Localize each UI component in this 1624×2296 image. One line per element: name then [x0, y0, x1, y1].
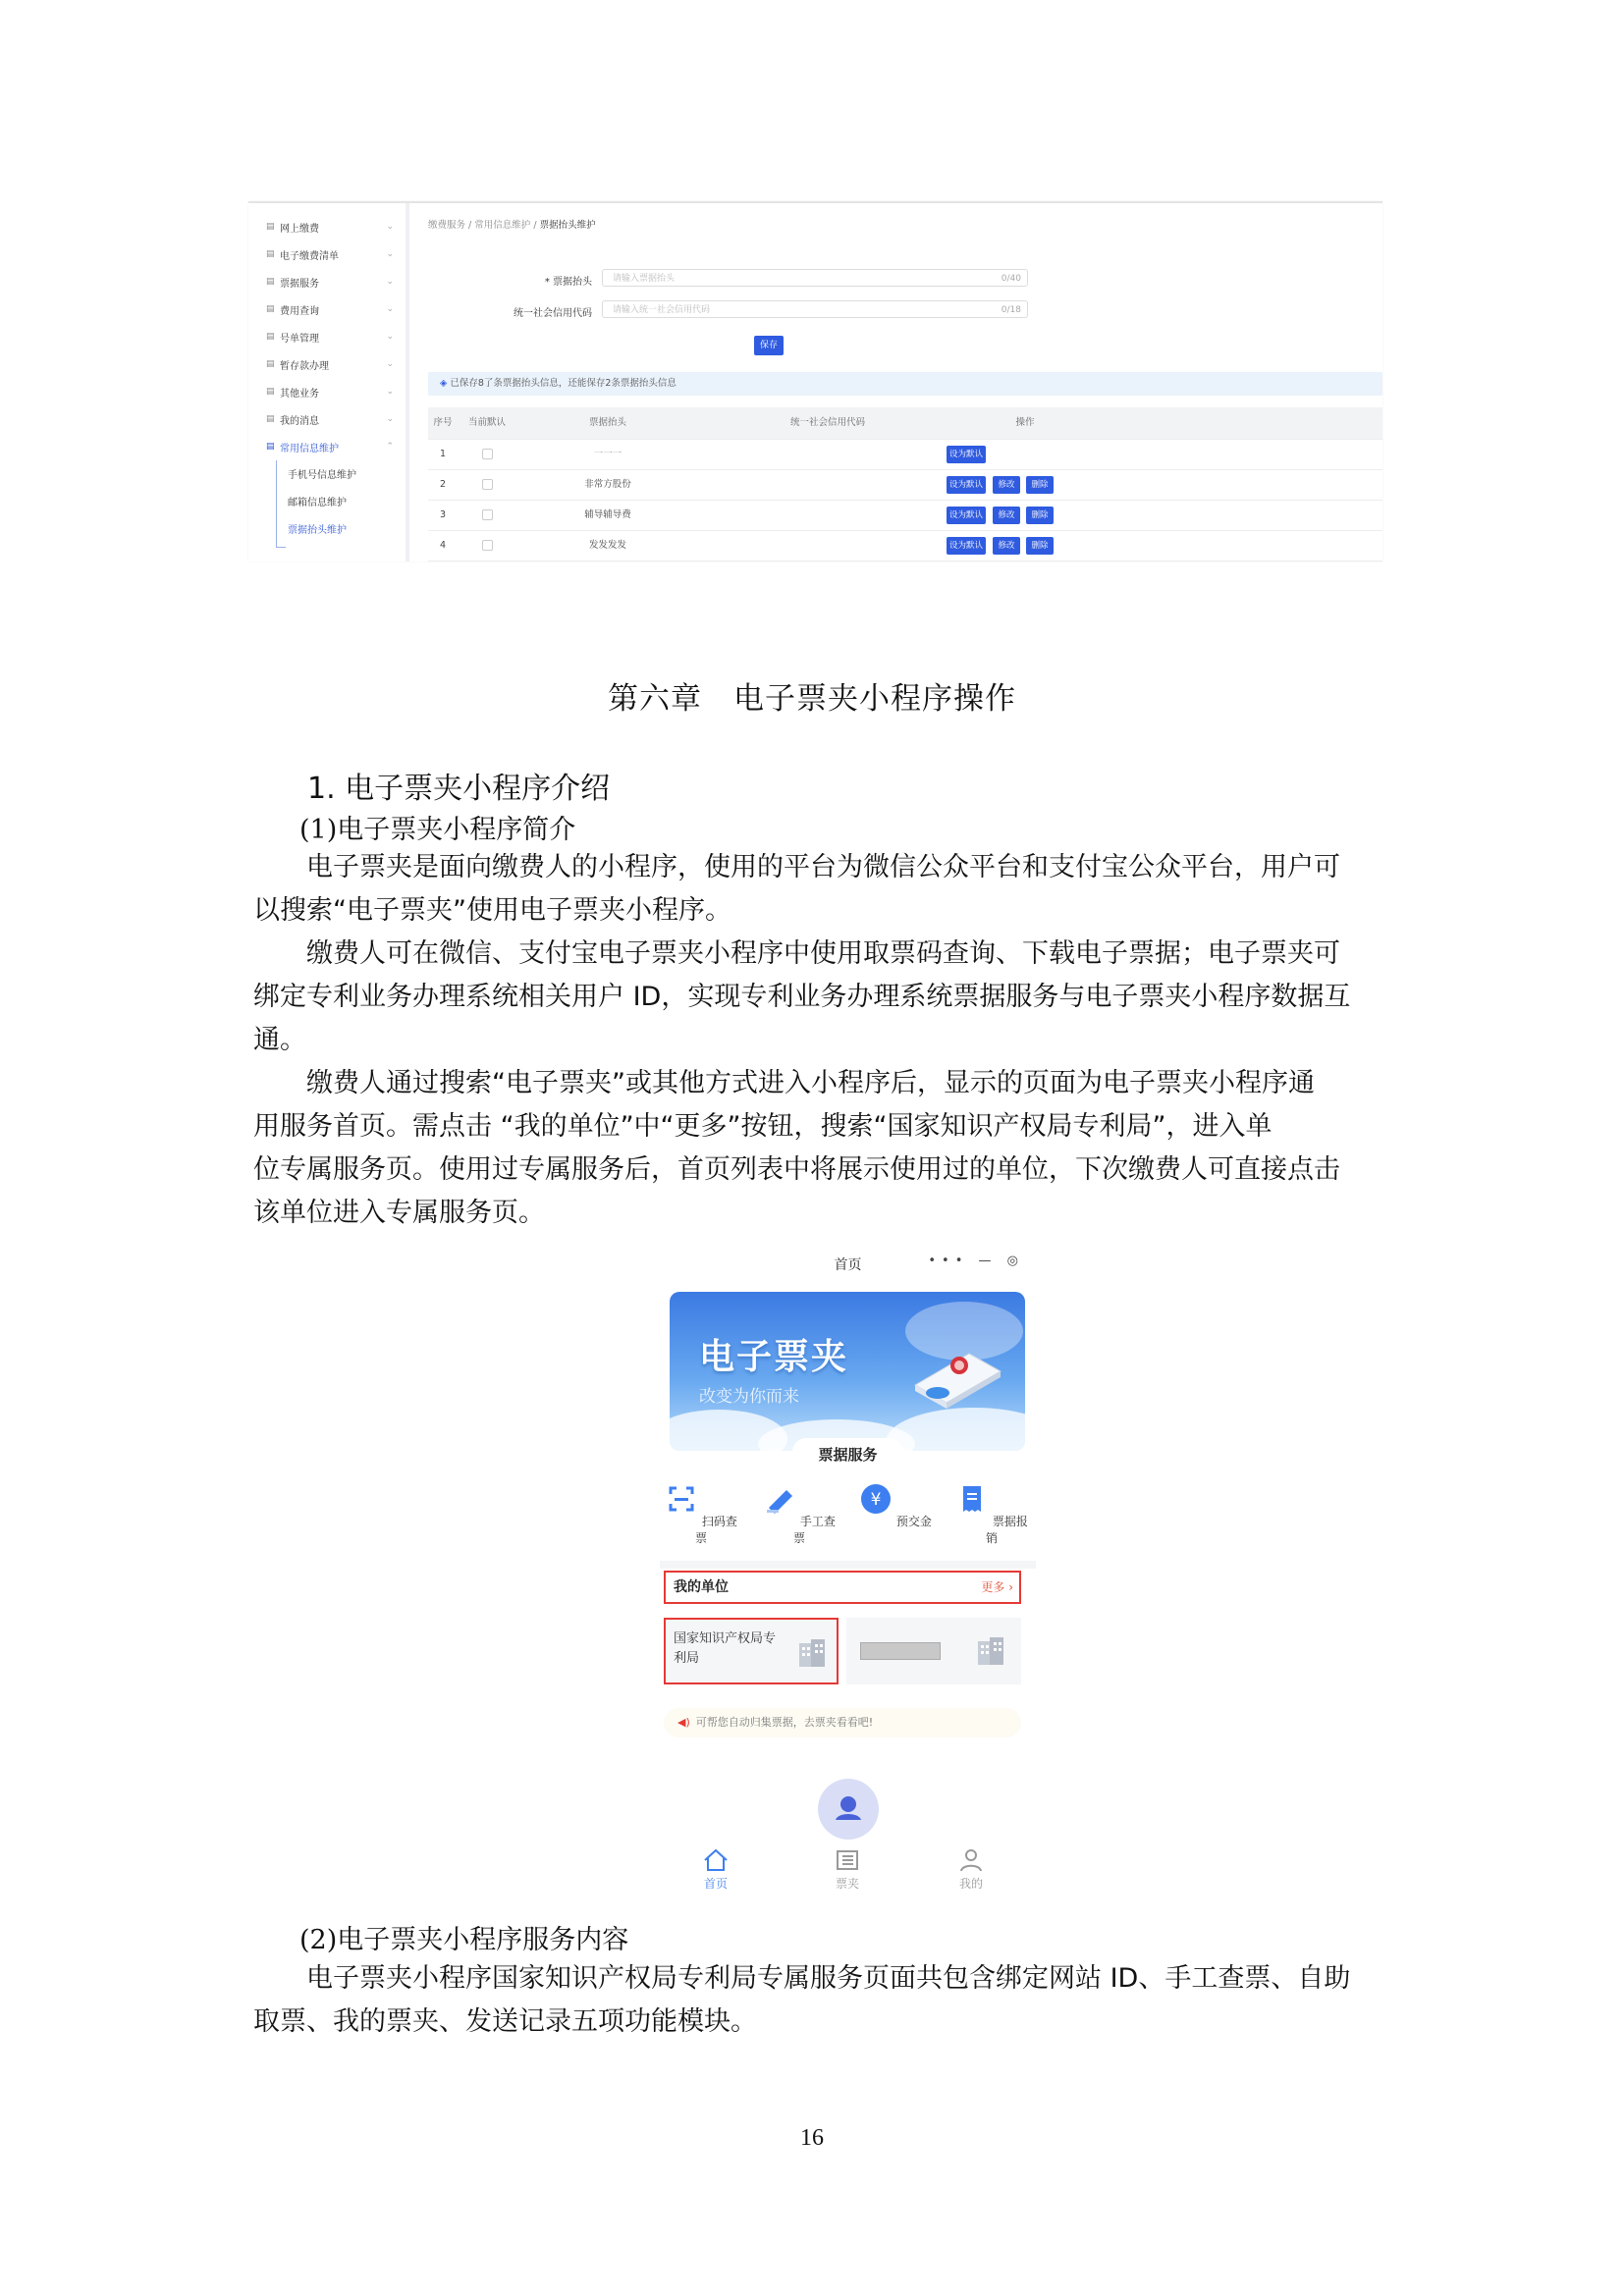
- service-manual[interactable]: 手工查票: [760, 1482, 839, 1546]
- service-reimburse[interactable]: 票据报销: [952, 1482, 1031, 1546]
- user-icon: [818, 1779, 879, 1840]
- yen-icon: [859, 1482, 893, 1516]
- sidebar-subitem-email[interactable]: 邮箱信息维护: [288, 497, 347, 508]
- table-row: 3 辅导辅导费 设为默认 修改 删除: [428, 501, 1382, 531]
- paragraph-features: 缴费人可在微信、支付宝电子票夹小程序中使用取票码查询、下载电子票据；电子票夹可 绑定专利业务办理系统相关用户 ID，实现专利业务办理系统票据服务与电子票夹小程序数据互 通。: [253, 938, 1351, 1055]
- redacted-bar: [860, 1642, 941, 1660]
- notice-bar: ◈ 已保存8了条票据抬头信息，还能保存2条票据抬头信息: [428, 372, 1382, 396]
- delete-button[interactable]: 删除: [1026, 476, 1054, 494]
- info-icon: ◈: [440, 378, 451, 389]
- person-icon: [957, 1847, 985, 1873]
- set-default-button[interactable]: 设为默认: [947, 446, 986, 463]
- char-count: 0/18: [1001, 305, 1021, 315]
- building-icon: [974, 1633, 1007, 1667]
- tip-bar[interactable]: ◀) 可帮您自动归集票据，去票夹看看吧!: [664, 1708, 1021, 1737]
- sidebar-subitem-phone[interactable]: 手机号信息维护: [288, 469, 356, 481]
- table-row: 4 发发发发 设为默认 修改 删除: [428, 531, 1382, 561]
- capsule-menu[interactable]: ••• — ◎: [928, 1254, 1024, 1268]
- sidebar-item-deposit[interactable]: ▤ 暂存款办理 ⌄: [266, 359, 394, 372]
- chevron-down-icon: ⌄: [386, 222, 394, 232]
- sidebar-item-payment-list[interactable]: ▤ 电子缴费清单 ⌄: [266, 249, 394, 262]
- chevron-down-icon: ⌄: [386, 414, 394, 424]
- sidebar-item-fee-query[interactable]: ▤ 费用查询 ⌄: [266, 304, 394, 317]
- chevron-down-icon: ⌄: [386, 249, 394, 259]
- breadcrumb: 缴费服务 / 常用信息维护 / 票据抬头维护: [428, 220, 596, 231]
- paragraph-usage: 缴费人通过搜索“电子票夹”或其他方式进入小程序后，显示的页面为电子票夹小程序通 用服务首页。需点击 “我的单位”中“更多”按钮，搜索“国家知识产权局专利局”，进入单 位专属服务页。使用过专属服务后，首页列表中将展示使用过的单位，下次缴费人可直接点击 该单位进入专属服务页。: [253, 1068, 1340, 1228]
- edit-button[interactable]: 修改: [993, 476, 1020, 494]
- doc-icon: ▤: [266, 332, 275, 342]
- bell-icon: ▤: [266, 414, 275, 424]
- banner-title: 电子票夹: [699, 1337, 849, 1377]
- table-header: 序号 当前默认 票据抬头 统一社会信用代码 操作: [428, 407, 1382, 440]
- ticket-title-table: [428, 407, 1382, 561]
- more-button[interactable]: 更多 ›: [981, 1580, 1013, 1594]
- sidebar-item-order-manage[interactable]: ▤ 号单管理 ⌄: [266, 332, 394, 345]
- subsection-heading: (1)电子票夹小程序简介: [299, 815, 576, 845]
- receipt-icon: [955, 1482, 989, 1516]
- page-number: 16: [800, 2125, 824, 2151]
- top-bar: [660, 1247, 1036, 1280]
- service-prepay[interactable]: ¥ 预交金: [856, 1482, 935, 1529]
- unit-card-patent-office[interactable]: 国家知识产权局专 利局: [664, 1618, 839, 1684]
- sidebar-item-online-payment[interactable]: ▤ 网上缴费 ⌄: [266, 222, 394, 235]
- tree-line: [276, 460, 277, 547]
- chevron-up-icon: ⌃: [386, 442, 394, 452]
- chevron-down-icon: ⌄: [386, 277, 394, 287]
- building-icon: [795, 1635, 829, 1669]
- banner-subtitle: 改变为你而来: [699, 1387, 799, 1407]
- tab-mine[interactable]: 我的: [937, 1847, 1005, 1892]
- admin-screenshot: [248, 201, 1382, 561]
- subsection-heading-2: (2)电子票夹小程序服务内容: [299, 1925, 629, 1955]
- set-default-button[interactable]: 设为默认: [947, 537, 986, 555]
- title-label: * 票据抬头: [544, 277, 592, 288]
- paragraph-intro: 电子票夹是面向缴费人的小程序，使用的平台为微信公众平台和支付宝公众平台，用户可 以搜索“电子票夹”使用电子票夹小程序。: [253, 852, 1340, 926]
- ticket-icon: ▤: [266, 277, 275, 287]
- chevron-down-icon: ⌄: [386, 304, 394, 314]
- credit-code-label: 统一社会信用代码: [514, 308, 592, 319]
- tab-wallet[interactable]: 票夹: [813, 1847, 882, 1892]
- sidebar-item-ticket-service[interactable]: ▤ 票据服务 ⌄: [266, 277, 394, 290]
- pen-icon: [763, 1482, 796, 1516]
- chevron-down-icon: ⌄: [386, 359, 394, 369]
- edit-button[interactable]: 修改: [993, 507, 1020, 524]
- sidebar-item-common-info[interactable]: ▤ 常用信息维护 ⌃: [266, 442, 394, 454]
- certificate-illustration-icon: [900, 1336, 1008, 1415]
- section-heading: 1. 电子票夹小程序介绍: [307, 772, 611, 806]
- tree-line: [276, 547, 286, 548]
- search-icon: ▤: [266, 304, 275, 314]
- char-count: 0/40: [1001, 274, 1021, 284]
- cart-icon: ▤: [266, 222, 275, 232]
- grid-icon: ▤: [266, 387, 275, 397]
- edit-button[interactable]: 修改: [993, 537, 1020, 555]
- credit-code-input[interactable]: 请输入统一社会信用代码 0/18: [602, 300, 1028, 318]
- home-icon: [702, 1847, 730, 1873]
- sidebar-item-messages[interactable]: ▤ 我的消息 ⌄: [266, 414, 394, 427]
- delete-button[interactable]: 删除: [1026, 537, 1054, 555]
- section-title: 票据服务: [660, 1438, 1036, 1470]
- set-default-button[interactable]: 设为默认: [947, 507, 986, 524]
- chapter-title: 第六章 电子票夹小程序操作: [608, 681, 1016, 717]
- title-input[interactable]: 请输入票据抬头 0/40: [602, 269, 1028, 287]
- floating-avatar-button[interactable]: [818, 1779, 879, 1840]
- paragraph-services: 电子票夹小程序国家知识产权局专利局专属服务页面共包含绑定网站 ID、手工查票、自助 取票、我的票夹、发送记录五项功能模块。: [253, 1963, 1351, 2037]
- unit-card-redacted[interactable]: [846, 1618, 1021, 1684]
- page-title: 首页: [834, 1257, 862, 1273]
- miniprogram-screenshot: [660, 1247, 1036, 1904]
- svg-text:¥: ¥: [870, 1490, 882, 1510]
- table-row: 1 一一一 设为默认: [428, 440, 1382, 470]
- sidebar-subitem-ticket-title[interactable]: 票据抬头维护: [288, 524, 347, 536]
- sidebar: [248, 203, 409, 561]
- scan-icon: [665, 1482, 698, 1516]
- service-scan[interactable]: 扫码查票: [662, 1482, 740, 1546]
- chevron-down-icon: ⌄: [386, 387, 394, 397]
- wallet-icon: ▤: [266, 359, 275, 369]
- list-icon: ▤: [266, 249, 275, 259]
- chevron-down-icon: ⌄: [386, 332, 394, 342]
- delete-button[interactable]: 删除: [1026, 507, 1054, 524]
- save-button[interactable]: 保存: [754, 336, 784, 355]
- sidebar-item-other[interactable]: ▤ 其他业务 ⌄: [266, 387, 394, 400]
- divider: [660, 1561, 1036, 1569]
- main-content: [420, 203, 1382, 561]
- folder-list-icon: [834, 1847, 861, 1873]
- table-row: 2 非常方股份 设为默认 修改 删除: [428, 470, 1382, 501]
- banner: [670, 1292, 1025, 1451]
- set-default-button[interactable]: 设为默认: [947, 476, 986, 494]
- my-unit-header: 我的单位 更多 ›: [664, 1571, 1021, 1604]
- speaker-icon: ◀): [677, 1716, 690, 1729]
- settings-icon: ▤: [266, 442, 275, 452]
- tab-home[interactable]: 首页: [681, 1847, 750, 1892]
